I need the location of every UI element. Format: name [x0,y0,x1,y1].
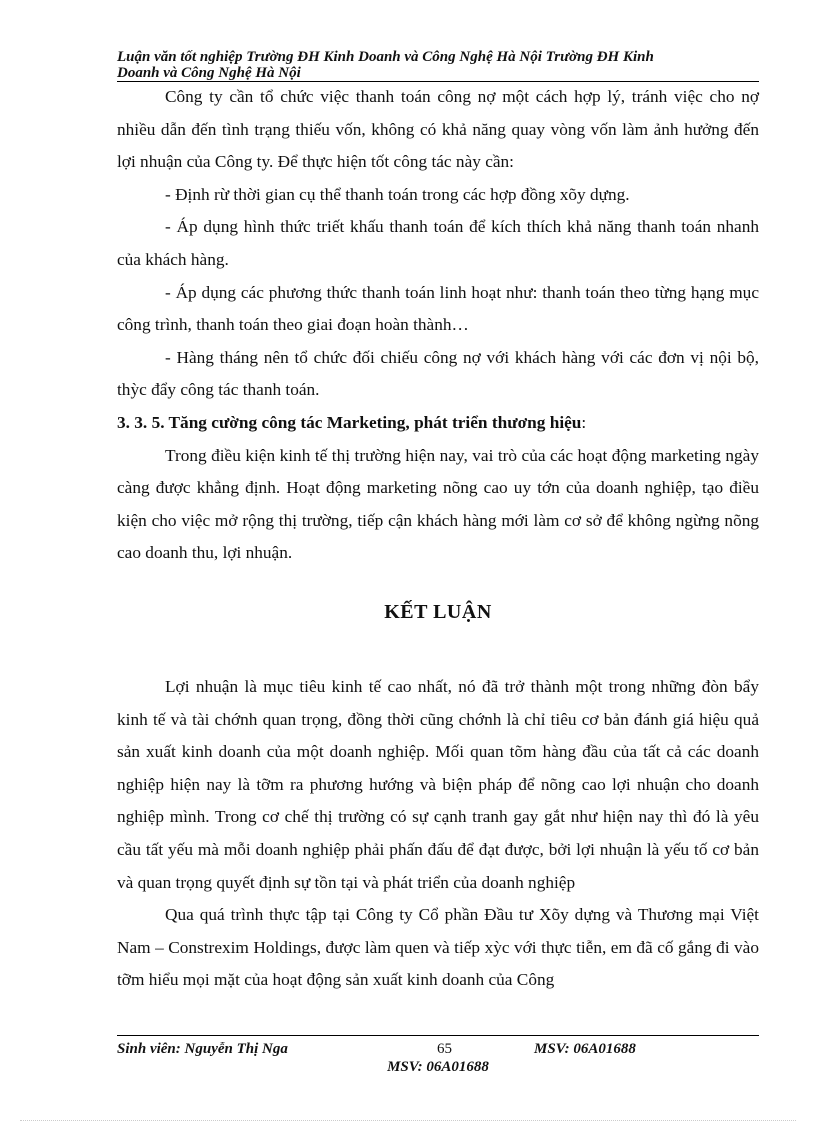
student-id-repeat: MSV: 06A01688 [387,1059,489,1075]
page-footer [117,1040,759,1060]
running-header [117,49,759,82]
section-heading-text: 3. 3. 5. Tăng cường công tác Marketing, phát triển thương hiệu [117,412,582,432]
section-heading [117,407,759,440]
bullet-flexible-payment: - Áp dụng các phương thức thanh toán linh hoạt như: thanh toán theo từng hạng mục công trình, thanh toán theo giai đoạn hoàn thành… [117,282,759,335]
student-name: Sinh viên: Nguyễn Thị Nga [117,1041,288,1057]
header-line-2: Doanh và Công Nghệ Hà Nội [117,65,301,81]
page-number: 65 [437,1041,452,1057]
paragraph-debt-payment: Công ty cần tổ chức việc thanh toán công nợ một cách hợp lý, tránh việc cho nợ nhiều dẫn đến tình trạng thiếu vốn, không có khả năng quay vòng vốn làm ảnh hưởng đến lợi nhuận của Công ty. Để thực hiện tốt công tác này cần: [117,87,759,172]
bullet-payment-timing: - Định rừ thời gian cụ thể thanh toán trong các hợp đồng xõy dựng. [165,184,630,204]
bullet-discount: - Áp dụng hình thức triết khấu thanh toán để kích thích khả năng thanh toán nhanh của khách hàng. [117,217,759,269]
conclusion-title: KẾT LUẬN [384,601,492,623]
conclusion-paragraph-2: Qua quá trình thực tập tại Công ty Cổ phần Đầu tư Xõy dựng và Thương mại Việt Nam – Constrexim Holdings, được làm quen và tiếp xỳc với thực tiễn, em đã cố gắng đi vào tỡm hiểu mọi mặt của hoạt động sản xuất kinh doanh của Công [117,905,759,990]
paragraph-marketing: Trong điều kiện kinh tế thị trường hiện nay, vai trò của các hoạt động marketing ngày càng được khẳng định. Hoạt động marketing nõng cao uy tớn của doanh nghiệp, tạo điều kiện cho việc mở rộng thị trường, tiếp cận khách hàng mới làm cơ sở để không ngừng nõng cao doanh thu, lợi nhuận. [117,445,759,563]
body-text [117,81,759,570]
footer-divider [117,1035,759,1036]
bullet-monthly-reconcile: - Hàng tháng nên tổ chức đối chiếu công nợ với khách hàng với các đơn vị nội bộ, thỳc đẩy công tác thanh toán. [117,347,759,400]
header-line-1: Luận văn tốt nghiệp Trường ĐH Kinh Doanh và Công Nghệ Hà Nội Trường ĐH Kinh [117,49,654,65]
conclusion-paragraph-1: Lợi nhuận là mục tiêu kinh tế cao nhất, nó đã trở thành một trong những đòn bẩy kinh tế và tài chớnh quan trọng, đồng thời cũng chớnh là chỉ tiêu cơ bản đánh giá hiệu quả sản xuất kinh doanh của một doanh nghiệp. Mối quan tõm hàng đầu của tất cả các doanh nghiệp hiện nay là tỡm ra phương hướng và biện pháp để nõng cao lợi nhuận cho doanh nghiệp mình. Trong cơ chế thị trường có sự cạnh tranh gay gắt như hiện nay thì đó là yêu cầu tất yếu mà mỗi doanh nghiệp phải phấn đấu để đạt được, bởi lợi nhuận là yếu tố cơ bản và quan trọng quyết định sự tồn tại và phát triển của doanh nghiệp [117,677,759,892]
section-heading-colon: : [581,412,587,432]
student-id: MSV: 06A01688 [534,1041,636,1057]
page-bottom-dotted-rule [20,1120,796,1121]
conclusion-text [117,671,759,997]
